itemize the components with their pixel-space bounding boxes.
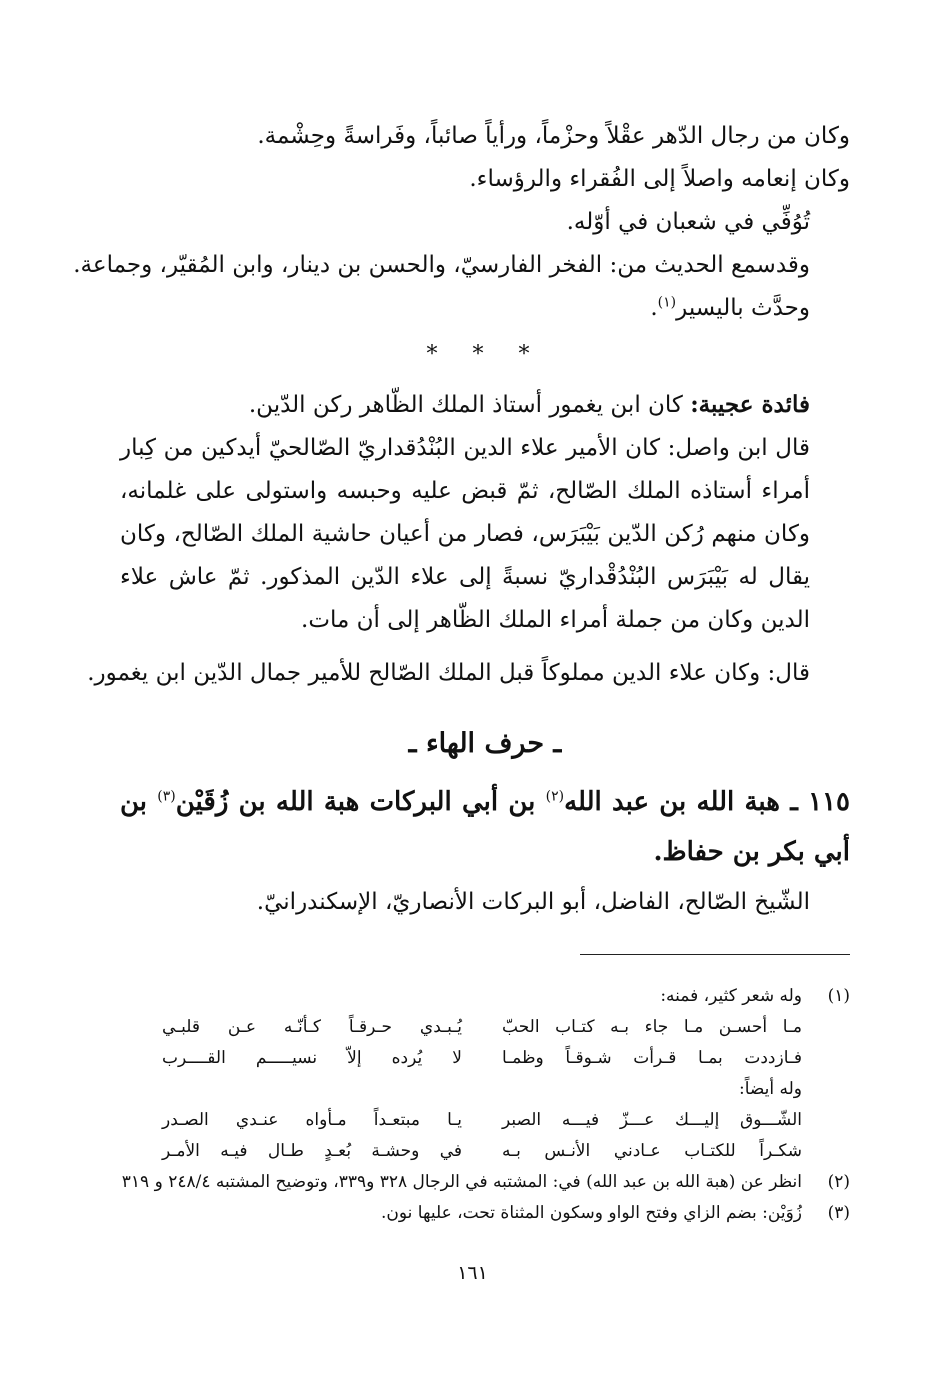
entry-text: بن أبي البركات هبة الله بن زُقَيْن: [175, 787, 546, 817]
hemistich: مـا أحسـن مـا جاء بـه كتـاب الحبّ: [502, 1017, 802, 1037]
footnote-text: وله أيضاً:: [738, 1079, 802, 1099]
footnote-ref: (٣): [157, 788, 176, 805]
footnote: [120, 1167, 850, 1198]
hemistich: لا يُرده إلاّ نسيـــــم القــــرب: [162, 1048, 462, 1068]
body-line: تُوُفِّي في شعبان في أوّله.: [566, 209, 810, 235]
hemistich: في وحشـة بُعـدٍ طـال فيـه الأمـر: [162, 1141, 462, 1161]
hemistich: يـا مبتعـداً مـأواه عنـدي الصـدر: [162, 1110, 462, 1130]
footnote-ref: (١): [657, 294, 677, 311]
footnotes: [120, 981, 850, 1229]
body-line: [120, 287, 850, 330]
entry-text: بن أبي بكر بن حفاظ.: [120, 787, 850, 867]
body-line: وقدسمع الحديث من: الفخر الفارسيّ، والحسن بن دينار، وابن المُقيّر، وجماعة.: [73, 252, 810, 278]
footnote-ref: (٢): [545, 788, 565, 805]
hemistich: شكـراً للكتـاب عـادني الأنـس بـه: [502, 1141, 802, 1161]
footnote-number: (٣): [827, 1203, 850, 1223]
paragraph: قال ابن واصل: كان الأمير علاء الدين البُنْدُقداريّ الصّالحيّ أيدكين من كِبار أمراء أستاذه الملك الصّالح، ثمّ قبض عليه وحبسه واستولى على غلمانه، وكان منهم رُكن الدّين بَيْبَرَس، فصار من أعيان حاشية الملك الصّالح، وكان يقال له بَيْبَرَس البُنْدُقْداريّ نسبةً إلى علاء الدّين المذكور. ثمّ عاش علاء الدين وكان من جملة أمراء الملك الظّاهر إلى أن مات.: [120, 435, 811, 633]
footnote-text: زُوَيْن: بضم الزاي وفتح الواو وسكون المثناة تحت، عليها نون.: [381, 1203, 802, 1223]
hemistich: فـازددت بمـا قـرأت شـوقـاً وظمـا: [502, 1048, 802, 1068]
hemistich: الشّـــوق إليـــك عـــزّ فيـــه الصبر: [502, 1110, 802, 1130]
footnote-number: (٢): [827, 1172, 850, 1192]
footnote-text: وله شعر كثير، فمنه:: [660, 986, 802, 1006]
faida-label: فائدة عجيبة:: [690, 391, 810, 418]
entry-description: الشّيخ الصّالح، الفاضل، أبو البركات الأنصاريّ، الإسكندرانيّ.: [256, 889, 810, 915]
letter-heading: ـ حرف الهاء ـ: [408, 728, 562, 759]
body-line: وكان من رجال الدّهر عقْلاً وحزْماً، ورأياً صائباً، وفَراسةً وحِشْمة.: [257, 123, 850, 149]
verse-line: [120, 1105, 850, 1136]
footnote: [120, 981, 850, 1012]
footnote: [120, 1198, 850, 1229]
entry-title: [120, 777, 850, 877]
body-text: .: [650, 295, 658, 321]
page-number: ١٦١: [457, 1262, 488, 1284]
body-line: وكان إنعامه واصلاً إلى الفُقراء والرؤساء.: [469, 166, 850, 192]
page-body: [73, 115, 850, 1229]
footnote-divider: [580, 954, 850, 955]
entry-text: ١١٥ ـ هبة الله بن عبد الله: [564, 787, 850, 817]
section-separator: * * *: [426, 342, 544, 367]
body-line: قال: وكان علاء الدين مملوكاً قبل الملك الصّالح للأمير جمال الدّين ابن يغمور.: [87, 660, 810, 686]
body-text: وحدَّث باليسير: [676, 295, 810, 321]
faida-line: [120, 383, 850, 427]
hemistich: يُـبـدي حـرقـاً كـأنّـه عـن قلبـي: [162, 1017, 462, 1037]
footnote-number: (١): [827, 986, 850, 1006]
verse-line: [120, 1012, 850, 1043]
verse-line: [120, 1136, 850, 1167]
verse-line: [120, 1043, 850, 1074]
faida-text: كان ابن يغمور أستاذ الملك الظّاهر ركن الدّين.: [248, 392, 691, 418]
footnote-text: انظر عن (هبة الله بن عبد الله) في: المشتبه في الرجال ٣٢٨ و٣٣٩، وتوضيح المشتبه ٢٤٨/٤ و ٣١٩: [121, 1172, 802, 1192]
